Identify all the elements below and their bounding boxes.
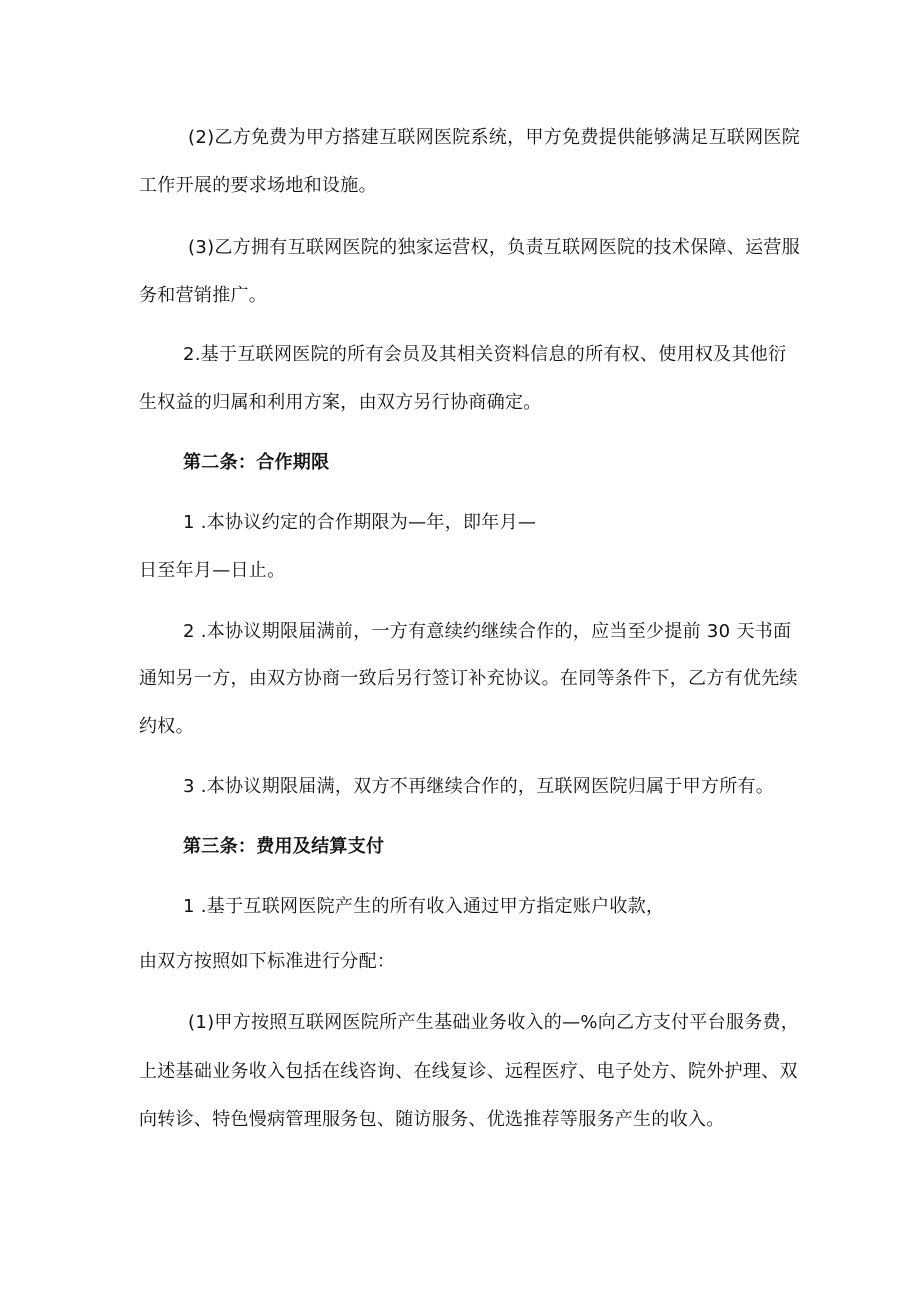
paragraph-line: 务和营销推广。	[139, 285, 268, 306]
paragraph-line: 通知另一方，由双方协商一致后另行签订补充协议。在同等条件下，乙方有优先续	[139, 668, 798, 689]
paragraph-line: 1 .基于互联网医院产生的所有收入通过甲方指定账户收款，	[183, 896, 665, 917]
paragraph-line: 日至年月—日止。	[139, 560, 286, 581]
paragraph-line: (1)甲方按照互联网医院所产生基础业务收入的—%向乙方支付平台服务费，	[188, 1012, 800, 1033]
paragraph-line: 2.基于互联网医院的所有会员及其相关资料信息的所有权、使用权及其他衍	[183, 344, 787, 365]
paragraph-line: 3 .本协议期限届满，双方不再继续合作的，互联网医院归属于甲方所有。	[183, 776, 775, 797]
section-heading: 第三条：费用及结算支付	[183, 836, 385, 857]
paragraph-line: (3)乙方拥有互联网医院的独家运营权，负责互联网医院的技术保障、运营服	[188, 237, 800, 258]
paragraph-line: 由双方按照如下标准进行分配：	[139, 951, 396, 972]
paragraph-line: 生权益的归属和利用方案，由双方另行协商确定。	[139, 392, 542, 413]
paragraph-line: 约权。	[139, 716, 194, 737]
paragraph-line: 上述基础业务收入包括在线咨询、在线复诊、远程医疗、电子处方、院外护理、双	[139, 1061, 798, 1082]
paragraph-line: (2)乙方免费为甲方搭建互联网医院系统，甲方免费提供能够满足互联网医院	[188, 127, 800, 148]
paragraph-line: 工作开展的要求场地和设施。	[139, 175, 377, 196]
paragraph-line: 1 .本协议约定的合作期限为—年，即年月—	[183, 512, 537, 533]
paragraph-line: 2 .本协议期限届满前，一方有意续约继续合作的，应当至少提前 30 天书面	[183, 621, 792, 642]
section-heading: 第二条：合作期限	[183, 452, 330, 473]
paragraph-line: 向转诊、特色慢病管理服务包、随访服务、优选推荐等服务产生的收入。	[139, 1109, 725, 1130]
